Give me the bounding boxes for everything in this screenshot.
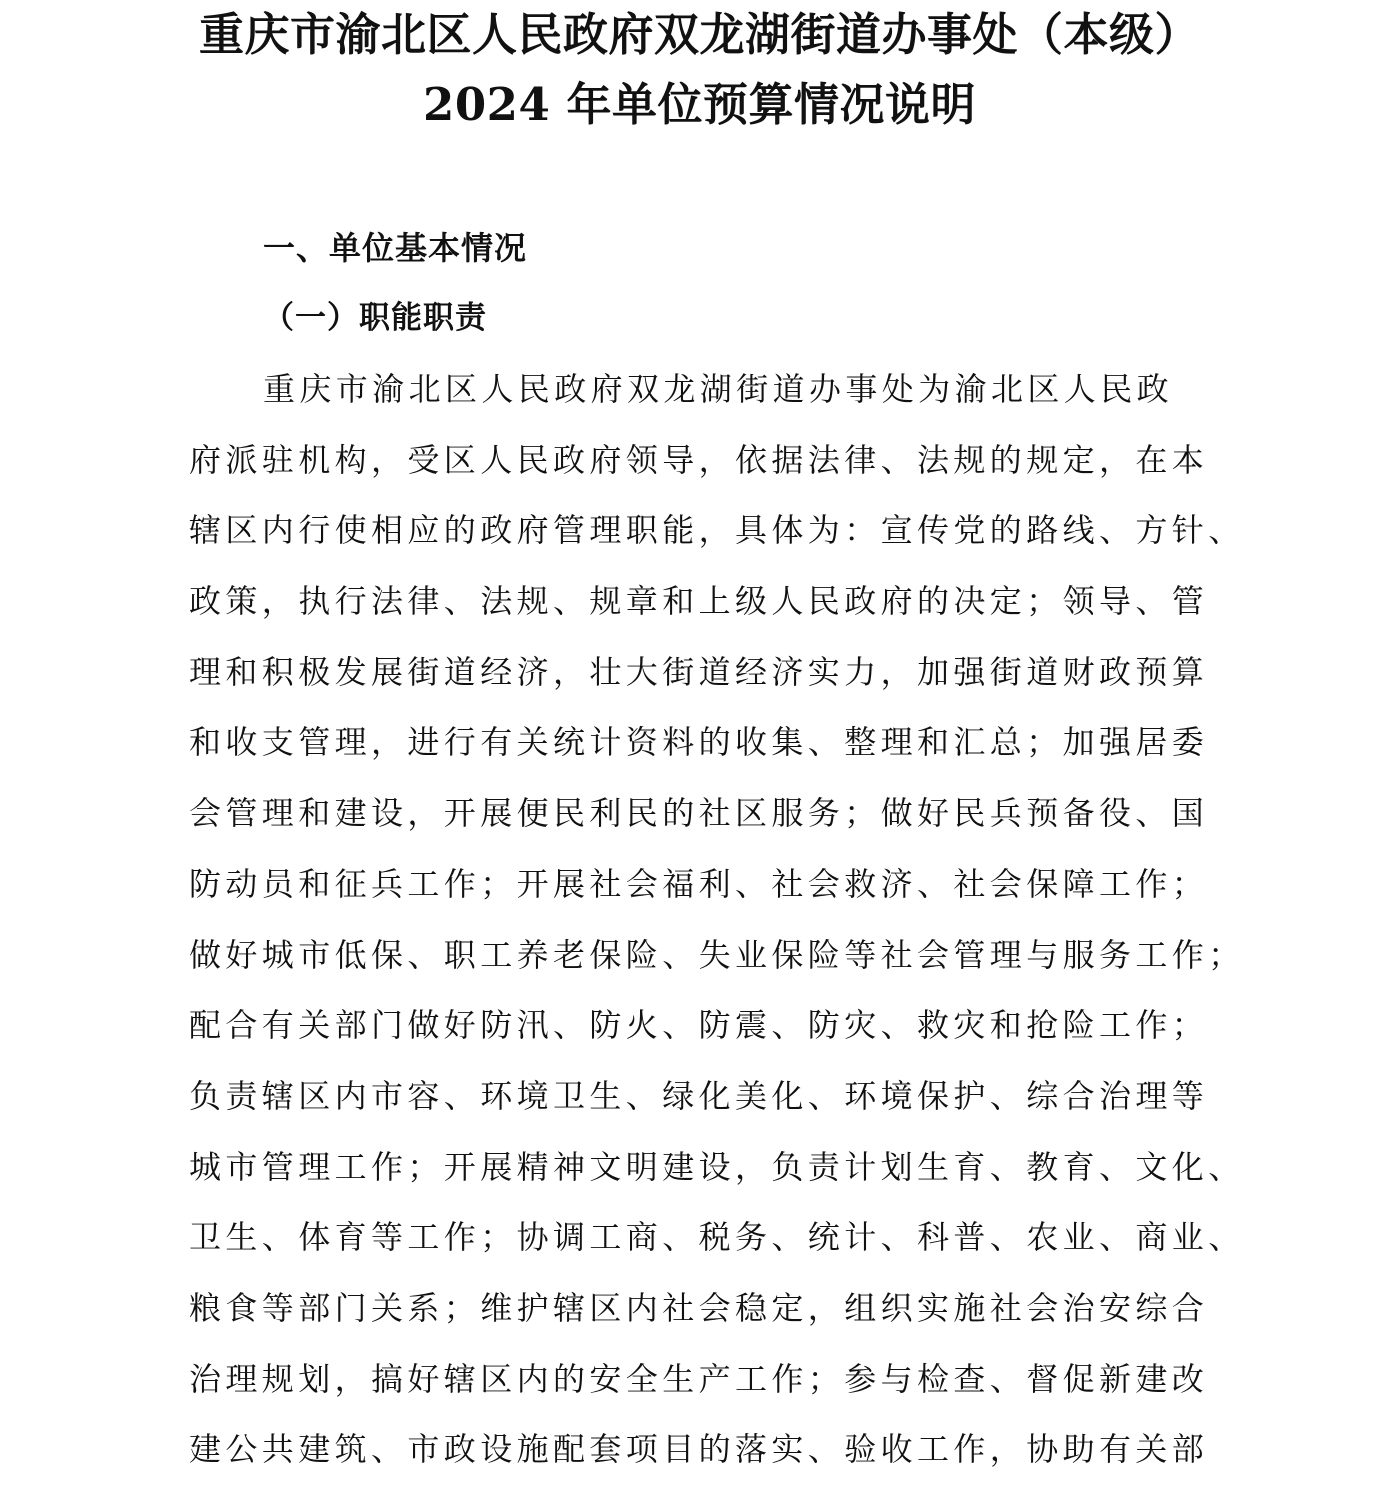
document-title [0,0,1399,140]
body-paragraph [189,354,1259,1485]
paragraph-line: 和收支管理，进行有关统计资料的收集、整理和汇总；加强居委 [189,723,1209,762]
paragraph-line: 重庆市渝北区人民政府双龙湖街道办事处为渝北区人民政 [263,370,1174,408]
section-heading: 一、单位基本情况 [263,229,528,267]
paragraph-line: 治理规划，搞好辖区内的安全生产工作；参与检查、督促新建改 [189,1359,1209,1398]
title-line-1: 重庆市渝北区人民政府双龙湖街道办事处（本级） [198,8,1200,61]
paragraph-line: 建公共建筑、市政设施配套项目的落实、验收工作，协助有关部 [189,1430,1209,1469]
paragraph-line: 防动员和征兵工作；开展社会福利、社会救济、社会保障工作； [189,864,1209,903]
paragraph-line: 府派驻机构，受区人民政府领导，依据法律、法规的规定，在本 [189,440,1209,479]
paragraph-line: 理和积极发展街道经济，壮大街道经济实力，加强街道财政预算 [189,652,1209,691]
paragraph-line: 做好城市低保、职工养老保险、失业保险等社会管理与服务工作； [189,935,1245,974]
paragraph-line: 粮食等部门关系；维护辖区内社会稳定，组织实施社会治安综合 [189,1288,1209,1327]
paragraph-line: 配合有关部门做好防汛、防火、防震、防灾、救灾和抢险工作； [189,1006,1209,1045]
paragraph-line: 政策，执行法律、法规、规章和上级人民政府的决定；领导、管 [189,582,1209,621]
title-line-2: 2024 年单位预算情况说明 [423,78,976,131]
subsection-heading: （一）职能职责 [263,300,487,336]
paragraph-line: 辖区内行使相应的政府管理职能，具体为：宣传党的路线、方针、 [189,511,1245,550]
paragraph-line: 负责辖区内市容、环境卫生、绿化美化、环境保护、综合治理等 [189,1076,1209,1115]
paragraph-line: 卫生、体育等工作；协调工商、税务、统计、科普、农业、商业、 [189,1218,1245,1257]
paragraph-line: 会管理和建设，开展便民利民的社区服务；做好民兵预备役、国 [189,794,1209,833]
paragraph-line: 城市管理工作；开展精神文明建设，负责计划生育、教育、文化、 [189,1147,1245,1186]
